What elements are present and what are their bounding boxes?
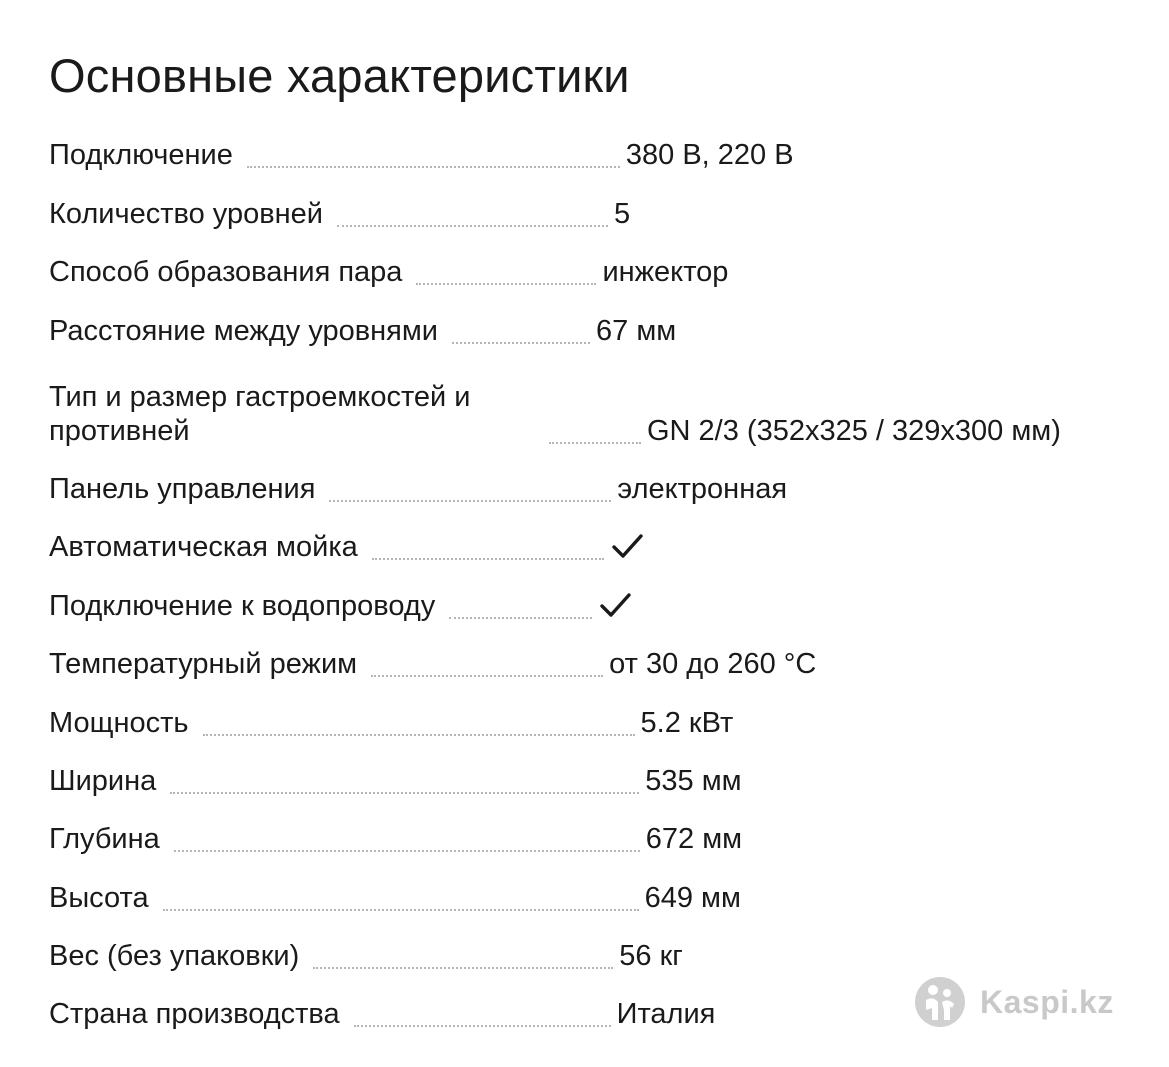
spec-value: GN 2/3 (352x325 / 329x300 мм) [647, 414, 1061, 447]
spec-value: 672 мм [645, 823, 743, 856]
spec-row [49, 635, 1159, 693]
spec-value: электронная [617, 472, 788, 505]
page-title: Основные характеристики [49, 49, 630, 102]
spec-label: Автоматическая мойка [49, 531, 358, 564]
spec-label: Подключение [49, 139, 233, 172]
spec-row [49, 693, 1159, 751]
spec-label: Количество уровней [49, 197, 323, 230]
spec-row [49, 576, 1159, 634]
spec-value: 5.2 кВт [640, 706, 734, 739]
spec-row [49, 126, 1159, 184]
spec-label: Высота [49, 881, 149, 914]
spec-value: от 30 до 260 °C [609, 648, 817, 681]
spec-value: 535 мм [645, 764, 742, 797]
spec-row [49, 301, 1159, 359]
spec-value: 67 мм [596, 314, 677, 347]
dotted-leader [452, 342, 590, 344]
dotted-leader [416, 283, 596, 285]
spec-row [49, 752, 1159, 810]
dotted-leader [329, 500, 611, 502]
dotted-leader [449, 617, 592, 619]
spec-label: Температурный режим [49, 648, 358, 681]
spec-label: Способ образования пара [49, 256, 403, 289]
dotted-leader [313, 967, 613, 969]
spec-value: 5 [613, 197, 631, 230]
watermark-text: Kaspi.kz [980, 983, 1114, 1020]
kaspi-watermark [914, 976, 1114, 1028]
spec-label: Страна производства [49, 998, 340, 1031]
spec-label: Тип и размер гастроемкостей и противней [49, 380, 471, 447]
spec-row [49, 810, 1159, 868]
spec-value: инжектор [602, 256, 729, 289]
dotted-leader [203, 734, 635, 736]
dotted-leader [354, 1025, 611, 1027]
spec-row [49, 184, 1159, 242]
spec-label: Вес (без упаковки) [49, 940, 300, 973]
spec-label: Панель управления [49, 472, 316, 505]
spec-row [49, 360, 1159, 460]
spec-label: Глубина [49, 823, 160, 856]
dotted-leader [163, 909, 639, 911]
spec-value: Италия [616, 998, 716, 1031]
check-icon [598, 589, 632, 623]
dotted-leader [372, 558, 604, 560]
dotted-leader [170, 792, 639, 794]
dotted-leader [247, 166, 620, 168]
spec-row [49, 868, 1159, 926]
spec-value: 649 мм [644, 881, 741, 914]
dotted-leader [371, 675, 603, 677]
spec-row [49, 518, 1159, 576]
spec-value: 56 кг [619, 940, 683, 973]
dotted-leader [549, 442, 641, 444]
spec-label: Мощность [49, 706, 189, 739]
spec-row [49, 460, 1159, 518]
spec-label: Подключение к водопроводу [49, 589, 436, 622]
spec-row [49, 243, 1159, 301]
spec-list [49, 126, 1159, 1043]
dotted-leader [337, 225, 608, 227]
spec-value: 380 В, 220 В [625, 139, 794, 172]
dotted-leader [174, 850, 640, 852]
check-icon [610, 530, 644, 564]
spec-label: Расстояние между уровнями [49, 314, 439, 347]
spec-label: Ширина [49, 764, 157, 797]
kaspi-logo-icon [914, 976, 966, 1028]
